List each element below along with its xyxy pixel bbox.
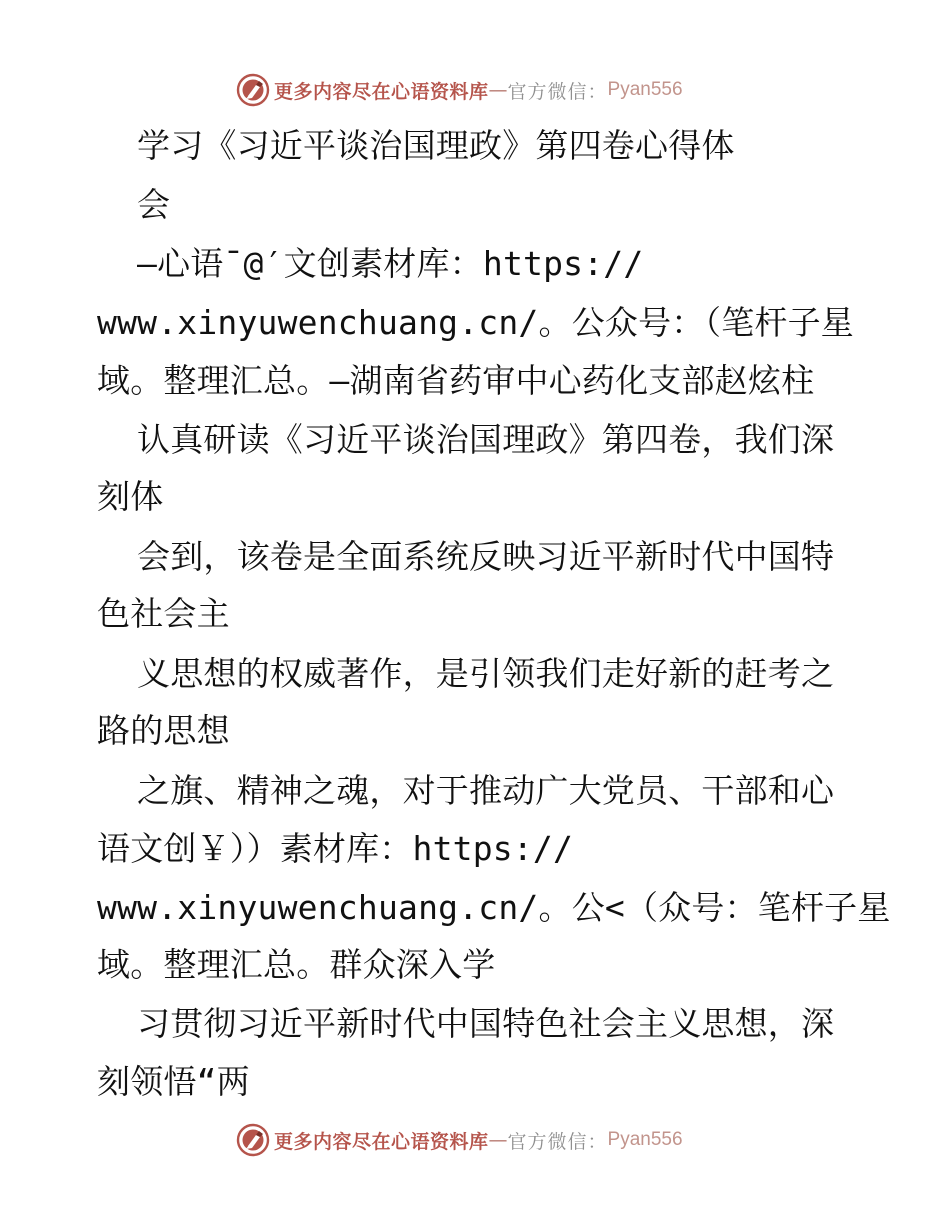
body-line: 路的思想 — [97, 711, 230, 750]
body-line: 刻领悟“两 — [97, 1062, 250, 1101]
banner-main-text: 更多内容尽在心语资料库 — [274, 1130, 489, 1153]
banner-separator: — — [488, 1129, 508, 1151]
banner-wechat-label: 官方微信： — [507, 1130, 608, 1153]
body-line: www.xinyuwenchuang.cn/。公众号：（笔杆子星 — [97, 303, 854, 342]
body-line: 域。整理汇总。群众深入学 — [97, 945, 496, 984]
footer-banner — [236, 1122, 736, 1158]
pen-nib-logo-icon — [236, 73, 270, 107]
body-line: 之旗、精神之魂，对于推动广大党员、干部和心 — [137, 771, 835, 810]
pen-nib-logo-icon — [236, 1123, 270, 1157]
doc-title-line-1: 学习《习近平谈治国理政》第四卷心得体 — [137, 126, 735, 165]
body-line: www.xinyuwenchuang.cn/。公<（众号：笔杆子星 — [97, 888, 891, 927]
body-line: 色社会主 — [97, 594, 230, 633]
body-line: 刻体 — [97, 477, 164, 516]
banner-wechat-id: Pyan556 — [607, 1129, 683, 1150]
doc-title-line-2: 会 — [137, 185, 171, 224]
body-line: 语文创￥））素材库：https:// — [97, 829, 574, 868]
banner-wechat-id: Pyan556 — [607, 79, 683, 100]
body-line: —心语¯@′文创素材库：https:// — [137, 244, 644, 283]
body-line: 认真研读《习近平谈治国理政》第四卷，我们深 — [137, 420, 835, 459]
banner-wechat-label: 官方微信： — [507, 80, 608, 103]
header-banner — [236, 72, 736, 108]
body-line: 义思想的权威著作，是引领我们走好新的赶考之 — [137, 654, 835, 693]
banner-main-text: 更多内容尽在心语资料库 — [274, 80, 489, 103]
body-line: 域。整理汇总。—湖南省药审中心药化支部赵炫柱 — [97, 361, 815, 400]
body-line: 会到，该卷是全面系统反映习近平新时代中国特 — [137, 537, 835, 576]
body-line: 习贯彻习近平新时代中国特色社会主义思想，深 — [137, 1004, 835, 1043]
banner-separator: — — [488, 79, 508, 101]
